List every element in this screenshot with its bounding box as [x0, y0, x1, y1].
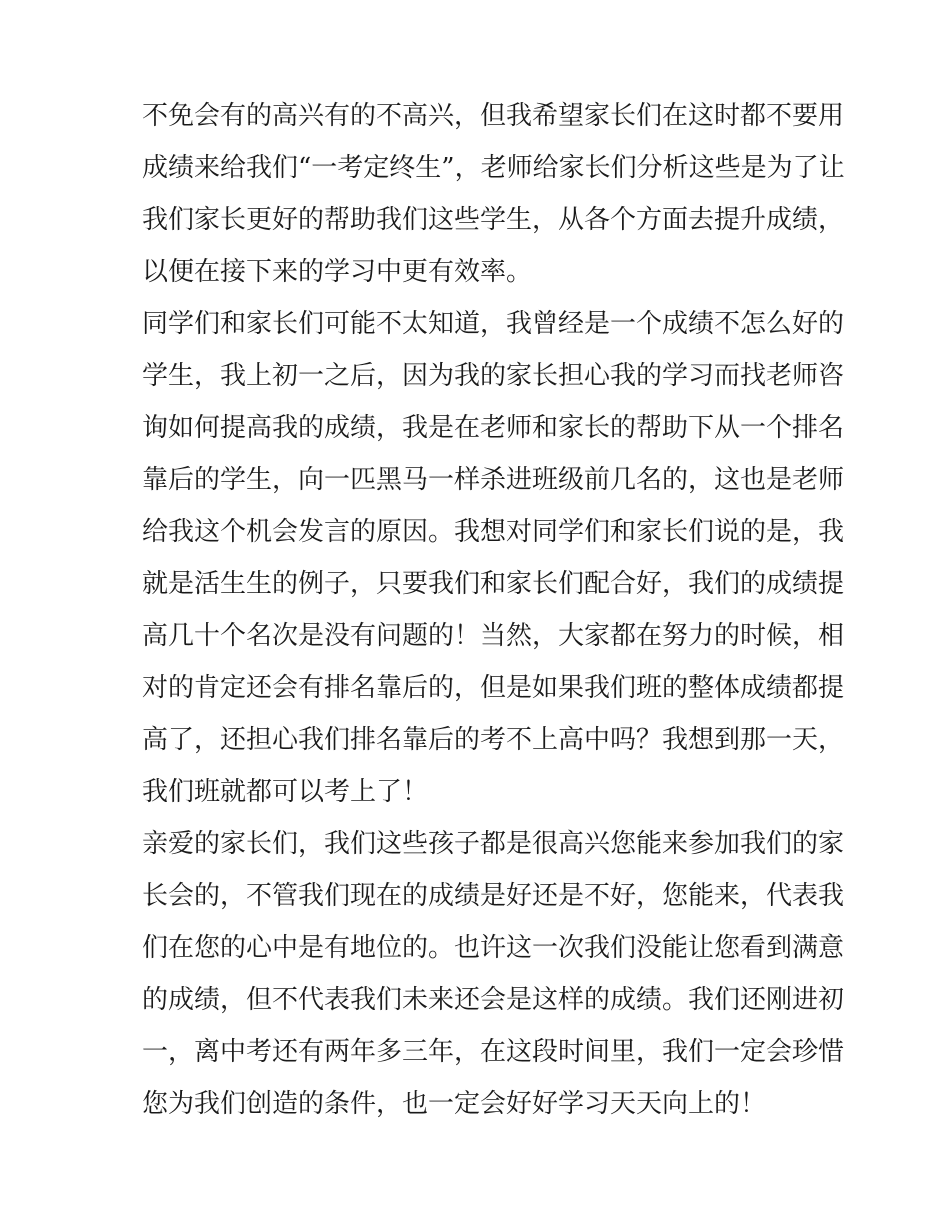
paragraph-1 [142, 90, 845, 298]
paragraph-line: 对的肯定还会有排名靠后的，但是如果我们班的整体成绩都提 [142, 673, 845, 703]
paragraph-line: 一，离中考还有两年多三年，在这段时间里，我们一定会珍惜 [142, 1037, 845, 1067]
paragraph-2 [142, 298, 845, 818]
paragraph-line: 我们班就都可以考上了！ [142, 777, 429, 807]
paragraph-line: 们在您的心中是有地位的。也许这一次我们没能让您看到满意 [142, 933, 845, 963]
paragraph-line: 您为我们创造的条件，也一定会好好学习天天向上的！ [142, 1089, 767, 1119]
paragraph-line: 亲爱的家长们，我们这些孩子都是很高兴您能来参加我们的家 [142, 829, 845, 859]
paragraph-line: 不免会有的高兴有的不高兴，但我希望家长们在这时都不要用 [142, 101, 845, 131]
paragraph-line: 长会的，不管我们现在的成绩是好还是不好，您能来，代表我 [142, 881, 845, 911]
paragraph-line: 就是活生生的例子，只要我们和家长们配合好，我们的成绩提 [142, 569, 845, 599]
paragraph-line: 我们家长更好的帮助我们这些学生，从各个方面去提升成绩， [142, 205, 845, 235]
paragraph-3 [142, 818, 845, 1130]
paragraph-line: 靠后的学生，向一匹黑马一样杀进班级前几名的，这也是老师 [142, 465, 845, 495]
paragraph-line: 学生，我上初一之后，因为我的家长担心我的学习而找老师咨 [142, 361, 845, 391]
paragraph-line: 高了，还担心我们排名靠后的考不上高中吗？我想到那一天， [142, 725, 845, 755]
paragraph-line: 成绩来给我们“一考定终生”，老师给家长们分析这些是为了让 [142, 153, 845, 183]
paragraph-line: 询如何提高我的成绩，我是在老师和家长的帮助下从一个排名 [142, 413, 845, 443]
paragraph-line: 同学们和家长们可能不太知道，我曾经是一个成绩不怎么好的 [142, 309, 845, 339]
document-body [142, 90, 845, 1130]
paragraph-line: 以便在接下来的学习中更有效率。 [142, 257, 533, 287]
paragraph-line: 给我这个机会发言的原因。我想对同学们和家长们说的是，我 [142, 517, 845, 547]
paragraph-line: 的成绩，但不代表我们未来还会是这样的成绩。我们还刚进初 [142, 985, 845, 1015]
paragraph-line: 高几十个名次是没有问题的！当然，大家都在努力的时候，相 [142, 621, 845, 651]
